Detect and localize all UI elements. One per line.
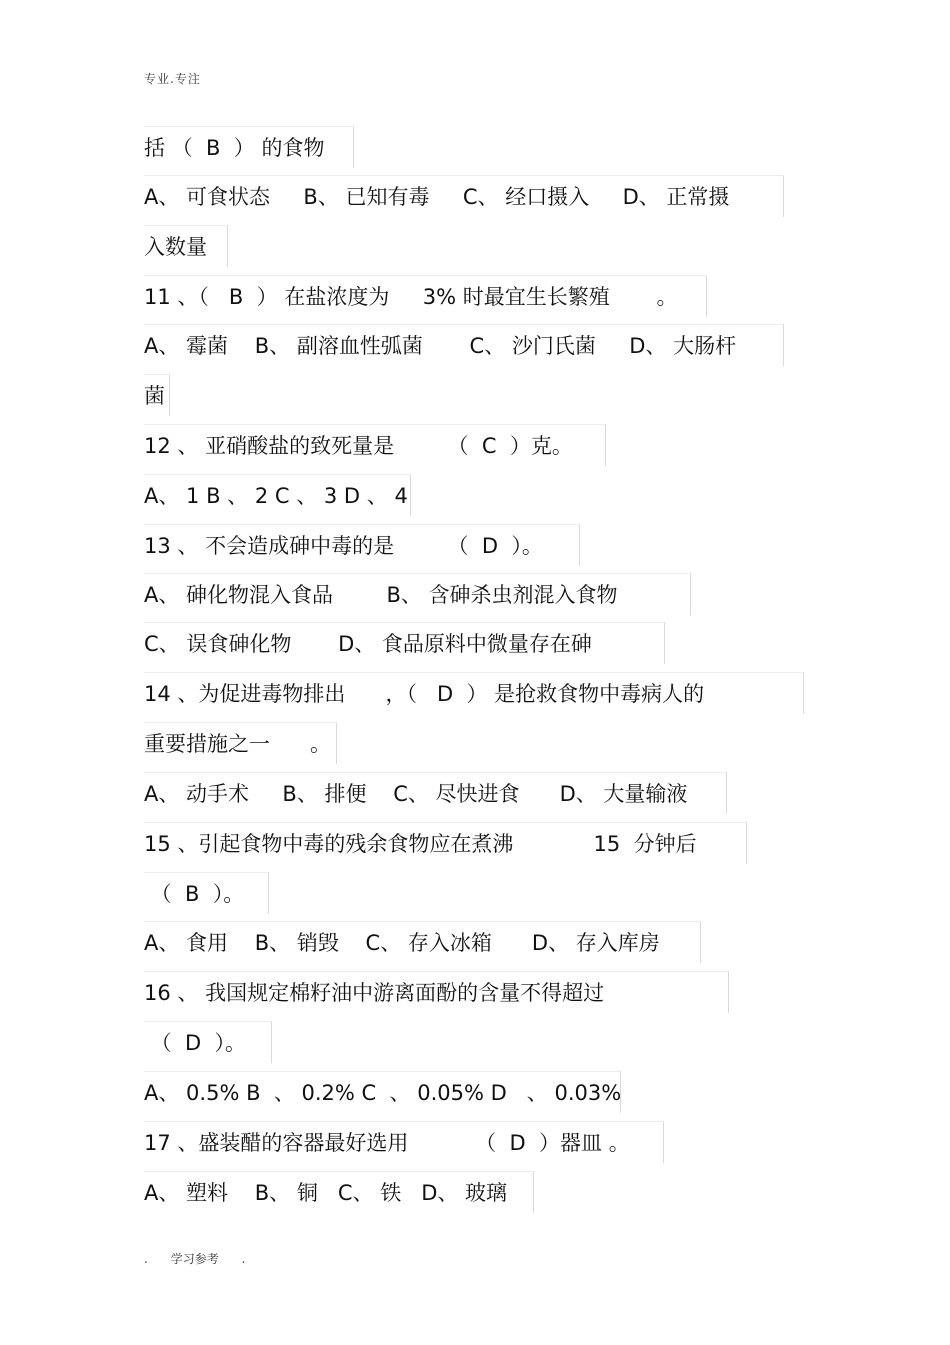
text-line: （ D ）。 bbox=[144, 1021, 272, 1063]
text-line: A、 可食状态 B、 已知有毒 C、 经口摄入 D、 正常摄 bbox=[144, 175, 784, 217]
text-line: （ B ）。 bbox=[144, 872, 269, 914]
text-line: A、 砷化物混入食品 B、 含砷杀虫剂混入食物 bbox=[144, 573, 691, 615]
text-line: A、 食用 B、 销毁 C、 存入冰箱 D、 存入库房 bbox=[144, 921, 701, 963]
text-line: 16 、 我国规定棉籽油中游离面酚的含量不得超过 bbox=[144, 971, 729, 1013]
text-line: 菌 bbox=[144, 374, 170, 416]
text-line: 重要措施之一 。 bbox=[144, 722, 337, 764]
text-line: 14 、为促进毒物排出 ，（ D ） 是抢救食物中毒病人的 bbox=[144, 672, 804, 714]
text-line: 括 （ B ） 的食物 bbox=[144, 126, 354, 168]
text-line: 入数量 bbox=[144, 225, 228, 267]
text-line: 15 、引起食物中毒的残余食物应在煮沸 15 分钟后 bbox=[144, 822, 747, 864]
text-line: A、 塑料 B、 铜 C、 铁 D、 玻璃 bbox=[144, 1171, 534, 1213]
text-line: 13 、 不会造成砷中毒的是 （ D ）。 bbox=[144, 524, 580, 566]
text-line: A、 1 B 、 2 C 、 3 D 、 4 bbox=[144, 474, 411, 516]
page-header: 专业.专注 bbox=[144, 72, 201, 86]
text-line: A、 0.5% B 、 0.2% C 、 0.05% D 、 0.03% bbox=[144, 1071, 621, 1113]
text-line: 11 、（ B ） 在盐浓度为 3% 时最宜生长繁殖 。 bbox=[144, 275, 707, 317]
text-line: 17 、盛装醋的容器最好选用 （ D ）器皿 。 bbox=[144, 1121, 664, 1163]
text-line: C、 误食砷化物 D、 食品原料中微量存在砷 bbox=[144, 622, 665, 664]
text-line: A、 动手术 B、 排便 C、 尽快进食 D、 大量输液 bbox=[144, 772, 727, 814]
text-line: 12 、 亚硝酸盐的致死量是 （ C ）克。 bbox=[144, 424, 606, 466]
page-footer: . 学习参考 . bbox=[144, 1252, 246, 1266]
text-line: A、 霉菌 B、 副溶血性弧菌 C、 沙门氏菌 D、 大肠杆 bbox=[144, 324, 784, 366]
